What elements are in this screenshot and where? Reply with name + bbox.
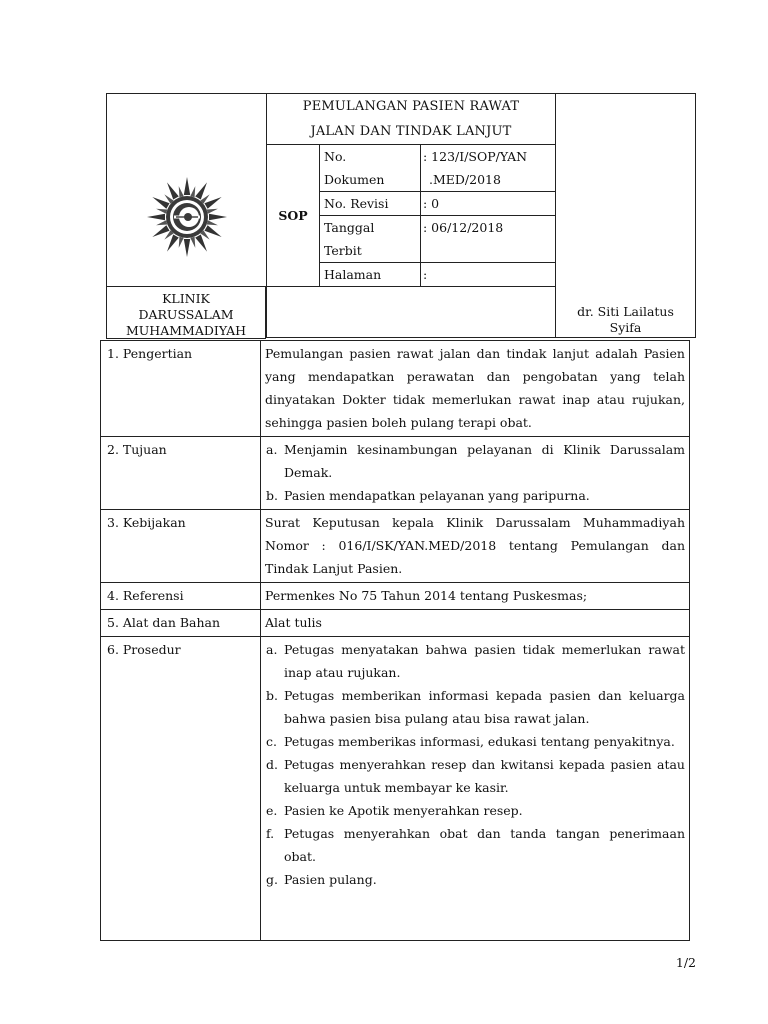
list-item-text: Petugas menyerahkan obat dan tanda tangan penerimaan obat. <box>284 826 685 864</box>
meta-key-dokumen: Dokumen <box>324 172 385 187</box>
title-cell <box>267 94 556 145</box>
meta-value-no: : 123/I/SOP/YAN <box>423 149 528 164</box>
sop-label: SOP <box>278 208 308 223</box>
list-item <box>265 684 685 730</box>
section-label: 1. Pengertian <box>101 341 261 437</box>
clinic-name-block <box>106 286 266 339</box>
meta-cell <box>320 145 556 287</box>
section-row-pengertian <box>101 341 690 437</box>
section-content <box>261 341 690 437</box>
list-item <box>265 730 685 753</box>
list-item <box>265 799 685 822</box>
section-row-tujuan <box>101 437 690 510</box>
list-marker: a. <box>266 442 278 457</box>
list-item <box>265 868 685 891</box>
list-item-text: Menjamin kesinambungan pelayanan di Klinik Darussalam Demak. <box>284 442 685 480</box>
section-label: 3. Kebijakan <box>101 510 261 583</box>
clinic-name-line1: KLINIK <box>162 291 210 306</box>
list-item-text: Petugas menyerahkan resep dan kwitansi kepada pasien atau keluarga untuk membayar ke kasir. <box>284 757 685 795</box>
meta-value-dokumen: .MED/2018 <box>429 172 501 187</box>
meta-row-no <box>320 145 555 192</box>
section-row-kebijakan <box>101 510 690 583</box>
list-item-text: Pasien pulang. <box>284 872 377 887</box>
section-label: 4. Referensi <box>101 583 261 610</box>
list-marker: e. <box>266 803 278 818</box>
section-content <box>261 437 690 510</box>
document-title-line2: JALAN DAN TINDAK LANJUT <box>310 124 512 139</box>
signatory-cell <box>556 94 696 338</box>
kebijakan-text: Surat Keputusan kepala Klinik Darussalam Muhammadiyah Nomor : 016/I/SK/YAN.MED/2018 tentang Pemulangan dan Tindak Lanjut Pasien. <box>265 515 685 576</box>
section-label: 2. Tujuan <box>101 437 261 510</box>
pengertian-text: Pemulangan pasien rawat jalan dan tindak lanjut adalah Pasien yang mendapatkan perawatan dan pengobatan yang telah dinyatakan Dokter tidak memerlukan rawat inap atau rujukan, sehingga pasien boleh pulang terapi obat. <box>265 346 685 430</box>
sop-content-table <box>100 340 690 941</box>
meta-key-no: No. <box>324 149 347 164</box>
sop-label-cell <box>267 145 320 287</box>
list-marker: f. <box>266 826 275 841</box>
meta-key-halaman: Halaman <box>324 267 382 282</box>
list-item-text: Petugas memberikan informasi kepada pasien dan keluarga bahwa pasien bisa pulang atau bisa rawat jalan. <box>284 688 685 726</box>
document-meta-table <box>320 145 555 286</box>
page-number: 1/2 <box>675 955 696 970</box>
list-item <box>265 638 685 684</box>
blank-cell <box>267 287 556 338</box>
muhammadiyah-sun-logo-icon <box>142 172 232 262</box>
section-content <box>261 510 690 583</box>
list-item <box>265 822 685 868</box>
list-marker: d. <box>266 757 278 772</box>
list-item <box>265 438 685 484</box>
list-marker: a. <box>266 642 278 657</box>
section-content <box>261 637 690 941</box>
alat-text: Alat tulis <box>261 610 690 637</box>
referensi-text: Permenkes No 75 Tahun 2014 tentang Puskesmas; <box>261 583 690 610</box>
section-row-prosedur <box>101 637 690 941</box>
list-item-text: Petugas menyatakan bahwa pasien tidak memerlukan rawat inap atau rujukan. <box>284 642 685 680</box>
meta-key-tanggal: Tanggal <box>324 220 375 235</box>
section-label: 6. Prosedur <box>101 637 261 941</box>
list-item <box>265 753 685 799</box>
meta-key-revisi: No. Revisi <box>320 192 421 216</box>
list-item <box>265 484 685 507</box>
meta-value-revisi: : 0 <box>421 192 556 216</box>
section-row-referensi <box>101 583 690 610</box>
meta-key <box>320 145 421 192</box>
meta-row-halaman <box>320 263 555 287</box>
meta-value <box>421 145 556 192</box>
meta-value-halaman: : <box>421 263 556 287</box>
list-item-text: Petugas memberikas informasi, edukasi tentang penyakitnya. <box>284 734 675 749</box>
section-label: 5. Alat dan Bahan <box>101 610 261 637</box>
tujuan-list <box>265 438 685 507</box>
signatory-name-line2: Syifa <box>609 320 642 335</box>
section-row-alat <box>101 610 690 637</box>
list-marker: b. <box>266 488 278 503</box>
clinic-name-line2: DARUSSALAM <box>138 307 234 322</box>
clinic-name-line3: MUHAMMADIYAH <box>125 323 247 338</box>
meta-key-terbit: Terbit <box>324 243 362 258</box>
meta-row-tanggal <box>320 216 555 263</box>
list-marker: c. <box>266 734 277 749</box>
meta-row-revisi <box>320 192 555 216</box>
meta-value <box>421 216 556 263</box>
meta-key <box>320 216 421 263</box>
list-marker: b. <box>266 688 278 703</box>
meta-value-tanggal: : 06/12/2018 <box>423 220 504 235</box>
list-item-text: Pasien ke Apotik menyerahkan resep. <box>284 803 523 818</box>
list-marker: g. <box>266 872 278 887</box>
prosedur-list <box>265 638 685 891</box>
document-title-line1: PEMULANGAN PASIEN RAWAT <box>302 99 520 114</box>
list-item-text: Pasien mendapatkan pelayanan yang paripurna. <box>284 488 590 503</box>
signatory-name-line1: dr. Siti Lailatus <box>577 304 674 319</box>
